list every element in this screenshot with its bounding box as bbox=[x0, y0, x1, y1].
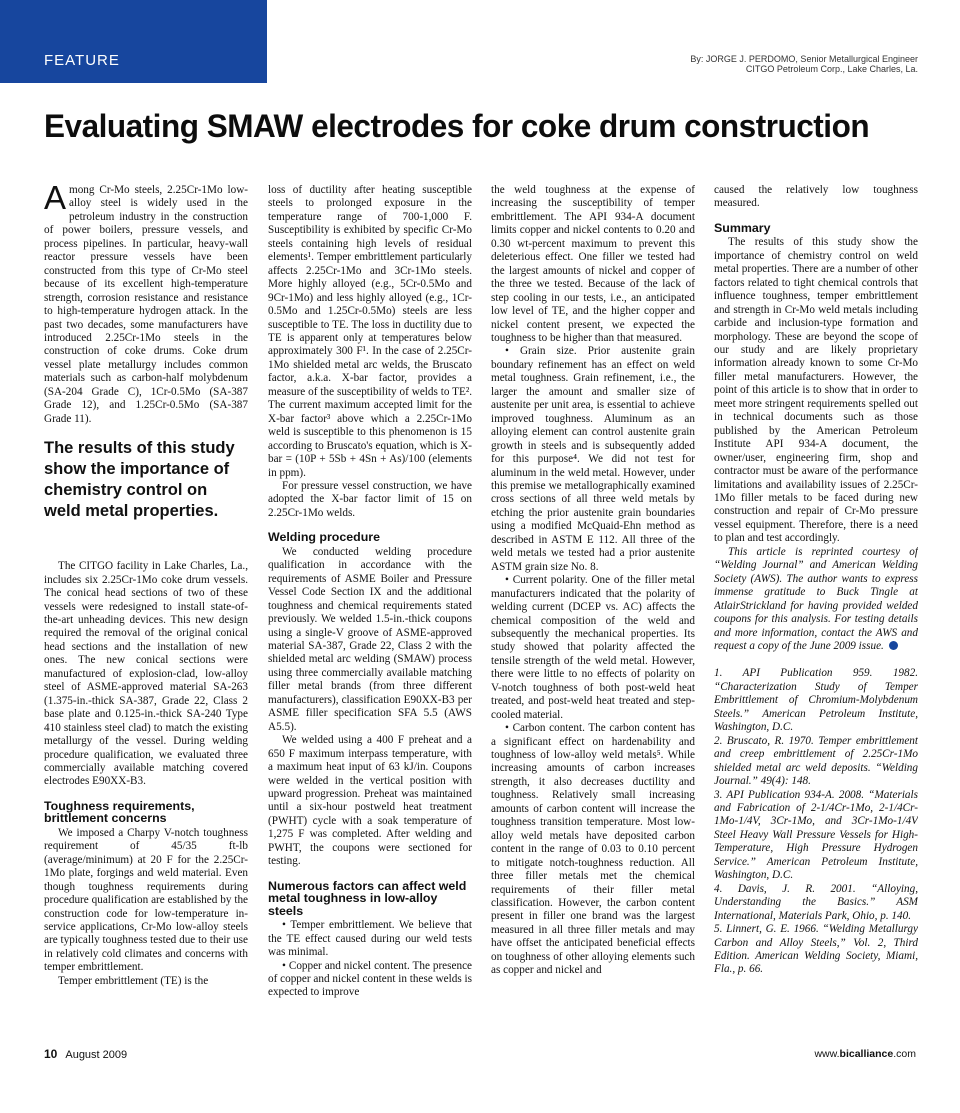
footer-folio bbox=[44, 1047, 127, 1061]
paragraph: • Copper and nickel content. The presence of copper and nickel content in these welds is expected to improve bbox=[268, 959, 472, 999]
subhead-toughness: Toughness requirements, brittlement concerns bbox=[44, 798, 195, 826]
paragraph: For pressure vessel construction, we have adopted the X-bar factor limit of 15 on 2.25Cr-1Mo welds. bbox=[268, 479, 472, 519]
subhead-summary: Summary bbox=[714, 220, 771, 235]
paragraph: We imposed a Charpy V-notch toughness requirement of 45/35 ft-lb (average/minimum) at 20 F for the 2.25Cr-1Mo plate, forgings and weld material. Even though toughness requirements during procedure qualification are established by the construction code for low-temperature in-service applications, Cr-Mo low-alloy steels are typically toughness tested due to their use in relatively cold climates and concerns with temper embrittlement. bbox=[44, 826, 248, 974]
paragraph: the weld toughness at the expense of increasing the susceptibility of temper embrittlement. The API 934-A document limits copper and nickel contents to 0.20 and 0.30 wt-percent maximum to prevent this deleterious effect. One filler we tested had the largest amounts of nickel and copper of the three we tested. Because of the lack of step cooling in our tests, i.e., an anticipated low level of TE, and the higher copper and nickel content present, we expected the toughness to be higher than that measured. bbox=[491, 184, 695, 344]
byline-affiliation: CITGO Petroleum Corp., Lake Charles, La. bbox=[745, 64, 918, 74]
paragraph: Temper embrittlement (TE) is the bbox=[58, 974, 209, 987]
section-tab bbox=[0, 0, 267, 83]
article-column-3 bbox=[491, 184, 695, 1044]
reprint-credit bbox=[714, 546, 918, 654]
paragraph: The CITGO facility in Lake Charles, La., includes six 2.25Cr-1Mo coke drum vessels. The conical head sections of two of these vessels were redesigned to install state-of-the-art unheading devices. This new design required the removal of the original conical head sections and the installation of new ones. The new conical sections were manufactured of explosion-clad, low-alloy steel of ASME-approved material SA-263 (1.375-in.-thick SA-387, Grade 22, Class 2 base plate and 0.125-in.-thick SA-240 Type 410 stainless steel clad) to match the existing metallurgy of the vessel. During welding procedure qualification, we evaluated three commercially available matching covered electrodes E90XX-B3. bbox=[44, 560, 248, 788]
paragraph: We conducted welding procedure qualification in accordance with the requirements of ASME Boiler and Pressure Vessel Code Section IX and the additional toughness and chemical requirements stated previously. We welded 1.5-in.-thick coupons using a single-V groove of ASME-approved material SA-387, Grade 22, Class 2 with the shielded metal arc welding (SMAW) process using three commercially available matching filler metal brands (from three different manufacturers), classification E90XX-B3 per ASME filler specification SFA 5.5 (AWS A5.5). bbox=[268, 545, 472, 733]
subhead-factors: Numerous factors can affect weld metal toughness in low-alloy steels bbox=[268, 878, 467, 918]
paragraph: • Carbon content. The carbon content has a significant effect on hardenability and toughness of low-alloy weld metals⁵. While increasing amounts of carbon increases strength, it also decreases ductility and toughness. Relatively small increasing amounts of carbon content will increase the toughness transition temperature. Most low-alloy weld metals have deposited carbon content in the range of 0.03 to 0.10 percent to mitigate notch-toughness reduction. All three filler metals met the chemical requirements of their filler metal classification. However, the carbon content present in filler one brand was the largest measured in all three filler metals and may have offset the anticipated beneficial effects on toughness of other alloying elements such as copper and nickel and bbox=[491, 722, 695, 977]
end-mark-icon bbox=[889, 641, 898, 650]
website-prefix: www. bbox=[814, 1048, 840, 1060]
article-column-1 bbox=[44, 184, 248, 1044]
intro-paragraph bbox=[44, 184, 248, 426]
section-label: FEATURE bbox=[44, 52, 120, 69]
article-column-4 bbox=[714, 184, 918, 1044]
paragraph: • Grain size. Prior austenite grain boundary refinement has an effect on weld metal toughness. Grain refinement, i.e., the larger the amount and smaller size of austenite per unit area, is essential to achieve improved toughness. Aluminum as an alloying element can control austenite grain growth in steels and is subsequently added for this purpose⁴. We did not test for aluminum in the weld metal. However, under this premise we metallographically examined cross sections of all three weld metals by etching the prior austenite grain boundaries using a modified McQuaid-Ehn method as described in ASTM E 112. All three of the weld metals we tested had a prior austenite ASTM grain size No. 8. bbox=[491, 345, 695, 573]
drop-cap: A bbox=[44, 184, 67, 216]
website-domain: bicalliance bbox=[839, 1048, 894, 1060]
reference-item: 1. API Publication 959. 1982. “Characterization Study of Temper Embrittlement of Chromium-Molybdenum Steels.” American Petroleum Institute, Washington, D.C. bbox=[714, 667, 918, 734]
reference-item: 4. Davis, J. R. 2001. “Alloying, Understanding the Basics.” ASM International, Materials Park, Ohio, p. 140. bbox=[714, 882, 918, 922]
website-suffix: .com bbox=[893, 1048, 916, 1060]
reference-item: 5. Linnert, G. E. 1966. “Welding Metallurgy Carbon and Alloy Steels,” Vol. 2, Third Edition. American Welding Society, Miami, Fla., p. 66. bbox=[714, 923, 918, 976]
issue-date: August 2009 bbox=[65, 1049, 128, 1061]
reference-item: 3. API Publication 934-A. 2008. “Materials and Fabrication of 2-1/4Cr-1Mo, 2-1/4Cr-1Mo-1/4V, 3Cr-1Mo, and 3Cr-1Mo-1/4V Steel Heavy Wall Pressure Vessels for High-Temperature, High Pressure Hydrogen Service.” American Petroleum Institute, Washington, D.C. bbox=[714, 788, 918, 882]
paragraph: • Current polarity. One of the filler metal manufacturers indicated that the polarity of welding current (DCEP vs. AC) affects the chemical composition of the weld and subsequently the mechanical properties. Its study showed that polarity affected the tensile strength of the weld metal. However, there were little to no effects of polarity on V-notch toughness of both post-weld heat treated, and post-weld heat treated and step-cooled material. bbox=[491, 574, 695, 721]
paragraph: loss of ductility after heating susceptible steels to prolonged exposure in the temperature range of 700-1,000 F. Susceptibility is exhibited by specific Cr-Mo steels containing high levels of residual elements¹. Temper embrittlement particularly affects 2.25Cr-1Mo and 3Cr-1Mo steels. More highly alloyed (e.g., 5Cr-0.5Mo and 9Cr-1Mo) and less highly alloyed (e.g., 1Cr-0.5Mo and 1.25Cr-0.5Mo) steels are less susceptible to TE. The loss in ductility due to TE is apparent only at temperatures below approximately 300 F¹. In the case of 2.25Cr-1Mo shielded metal arc welds, the Bruscato factor, a.k.a. X-bar factor, provides a measure of the susceptibility of welds to TE². The current maximum accepted limit for the X-bar factor³ above which a 2.25Cr-1Mo weld is susceptible to this phenomenon is 15 according to Bruscato's equation, which is X-bar = (10P + 5Sb + 4Sn + As)/100 (elements in ppm). bbox=[268, 184, 472, 479]
subhead-welding-procedure: Welding procedure bbox=[268, 530, 380, 545]
byline bbox=[690, 54, 918, 74]
credit-text: This article is reprinted courtesy of “Welding Journal” and American Welding Society (AWS). The author wants to express immense gratitude to Buck Tingle at AtlairStrickland for having provided welded coupons for this analysis. For testing details and more information, contact the AWS and request a copy of the June 2009 issue. bbox=[714, 545, 918, 652]
paragraph: We welded using a 400 F preheat and a 650 F maximum interpass temperature, with a maximum heat input of 63 kJ/in. Coupons were welded in the vertical position with upward progression. Preheat was maintained until a six-hour postweld heat treatment (PWHT) cycle with a soak temperature of 1,275 F was completed. After welding and PWHT, the coupons were sectioned for testing. bbox=[268, 734, 472, 868]
reference-item: 2. Bruscato, R. 1970. Temper embrittlement and creep embrittlement of 2.25Cr-1Mo shielded metal arc weld deposits. “Welding Journal.” 49(4): 148. bbox=[714, 734, 918, 788]
references-list bbox=[714, 667, 918, 976]
article-column-2 bbox=[268, 184, 472, 1044]
paragraph: caused the relatively low toughness measured. bbox=[714, 184, 918, 210]
byline-author: By: JORGE J. PERDOMO, Senior Metallurgical Engineer bbox=[690, 54, 918, 64]
paragraph: The results of this study show the importance of chemistry control on weld metal properties. There are a number of other factors related to tight chemical controls that influence toughness, temper embrittlement and strength in Cr-Mo weld metals including carbide and inclusion-type formation and morphology. These are beyond the scope of our study and are likely proprietary information already known to some Cr-Mo filler metal manufacturers. However, the point of this article is to show that in order to meet more stringent requirements spelled out in technical documents such as those published by the American Petroleum Institute API 934-A document, the owner/user, engineering firm, shop and contractor must be aware of the performance limitations and availability issues of 2.25Cr-1Mo filler metals to be faced during new construction and repair of Cr-Mo pressure vessel equipment. Therefore, there is a need to plan and test accordingly. bbox=[714, 236, 918, 545]
pull-quote: The results of this study show the importance of chemistry control on weld metal properties. bbox=[44, 439, 235, 521]
article-headline: Evaluating SMAW electrodes for coke drum construction bbox=[44, 108, 870, 144]
paragraph: • Temper embrittlement. We believe that the TE effect caused during our weld tests was minimal. bbox=[268, 919, 472, 959]
intro-text: mong Cr-Mo steels, 2.25Cr-1Mo low-alloy steel is widely used in the petroleum industry in the construction of power boilers, pressure vessels, and process pipelines. In particular, heavy-wall reactor pressure vessels have been constructed from this type of Cr-Mo steel because of its excellent high-temperature strength, corrosion resistance and resistance to high-temperature hydrogen attack. In the past two decades, some manufacturers have introduced 2.25Cr-1Mo steels in the construction of coke drums. Coke drum vessel plate metallurgy includes common materials such as carbon-half molybdenum (SA-204 Grade C), 1Cr-0.5Mo (SA-387 Grade 12), and 1.25Cr-0.5Mo (SA-387 Grade 11). bbox=[44, 184, 248, 425]
footer-website[interactable] bbox=[814, 1048, 916, 1060]
page-number: 10 bbox=[44, 1047, 58, 1061]
